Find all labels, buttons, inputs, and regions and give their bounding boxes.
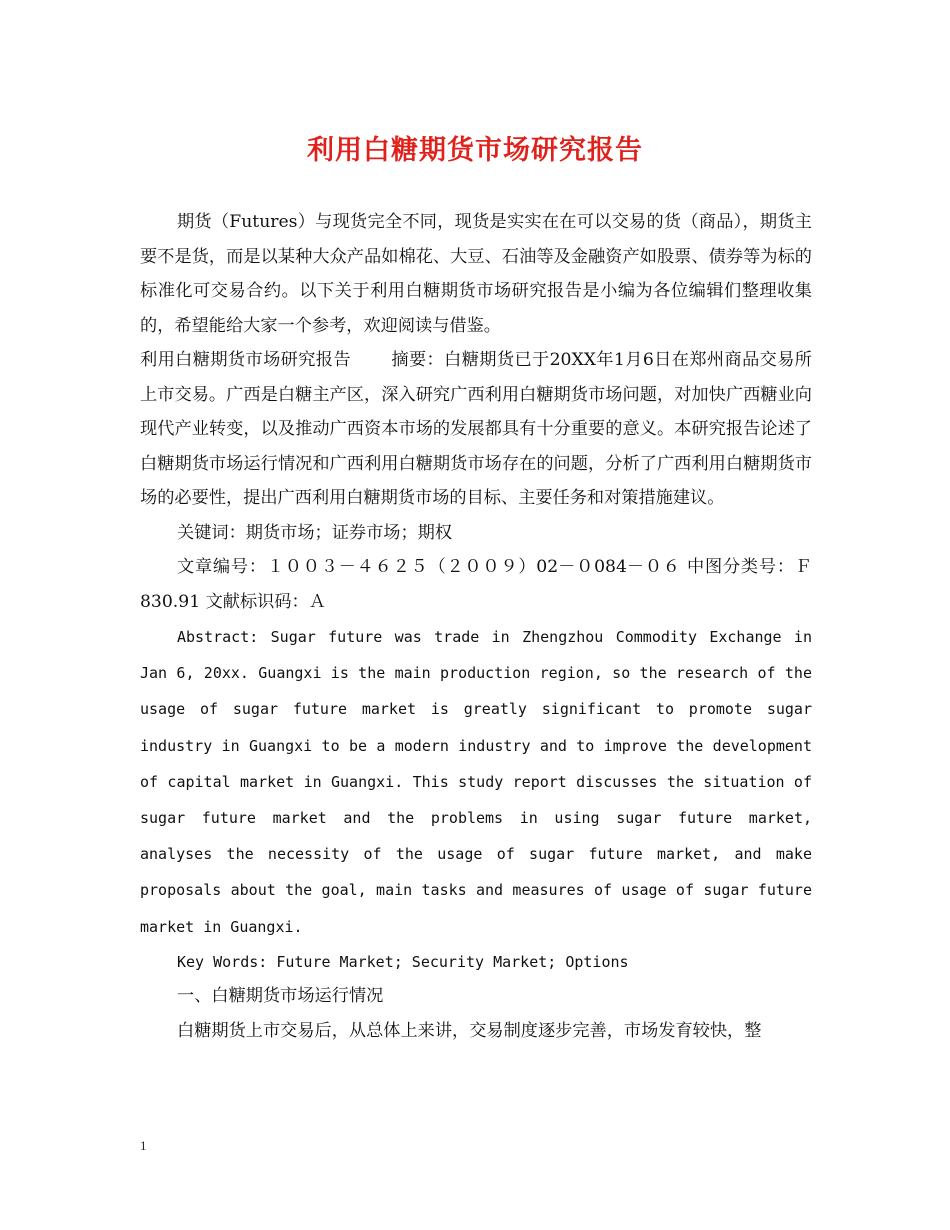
abstract-cn-text: 摘要：白糖期货已于20XX年1月6日在郑州商品交易所上市交易。广西是白糖主产区，深入研究广西利用白糖期货市场问题，对加快广西糖业向现代产业转变，以及推动广西资本市场的发展都具有十分重要的意义。本研究报告论述了白糖期货市场运行情况和广西利用白糖期货市场存在的问题，分析了广西利用白糖期货市场的必要性，提出广西利用白糖期货市场的目标、主要任务和对策措施建议。 — [140, 350, 812, 508]
section-heading: 一、白糖期货市场运行情况 — [177, 986, 384, 1007]
page-number: 1 — [140, 1138, 147, 1153]
abstract-en-paragraph: Abstract: Sugar future was trade in Zhengzhou Commodity Exchange in Jan 6, 20xx. Guangxi is the main production region, so the research of the usage of sugar future market is greatly significant to promote sugar industry in Guangxi to be a modern industry and to improve the development of capital market in Guangxi. This study report discusses the situation of sugar future market and the problems in using sugar future market, analyses the necessity of the usage of sugar future market, and make proposals about the goal, main tasks and measures of usage of sugar future market in Guangxi. — [140, 628, 812, 936]
abstract-heading: 利用白糖期货市场研究报告 — [140, 350, 351, 370]
abstract-cn-paragraph — [140, 343, 812, 516]
section-paragraph: 白糖期货上市交易后，从总体上来讲，交易制度逐步完善，市场发育较快，整 — [177, 1020, 762, 1041]
document-title: 利用白糖期货市场研究报告 — [307, 135, 643, 166]
intro-paragraph: 期货（Futures）与现货完全不同，现货是实实在在可以交易的货（商品），期货主要不是货，而是以某种大众产品如棉花、大豆、石油等及金融资产如股票、债券等为标的标准化可交易合约。以下关于利用白糖期货市场研究报告是小编为各位编辑们整理收集的，希望能给大家一个参考，欢迎阅读与借鉴。 — [140, 212, 812, 336]
document-body — [140, 205, 812, 1048]
article-number: 文章编号：１００３－４６２５（２００９）02－０084－０６ 中图分类号：Ｆ830.91 文献标识码：Ａ — [140, 557, 812, 612]
keywords-en: Key Words: Future Market; Security Market; Options — [177, 952, 629, 971]
keywords-cn: 关键词：期货市场；证券市场；期权 — [177, 522, 453, 543]
